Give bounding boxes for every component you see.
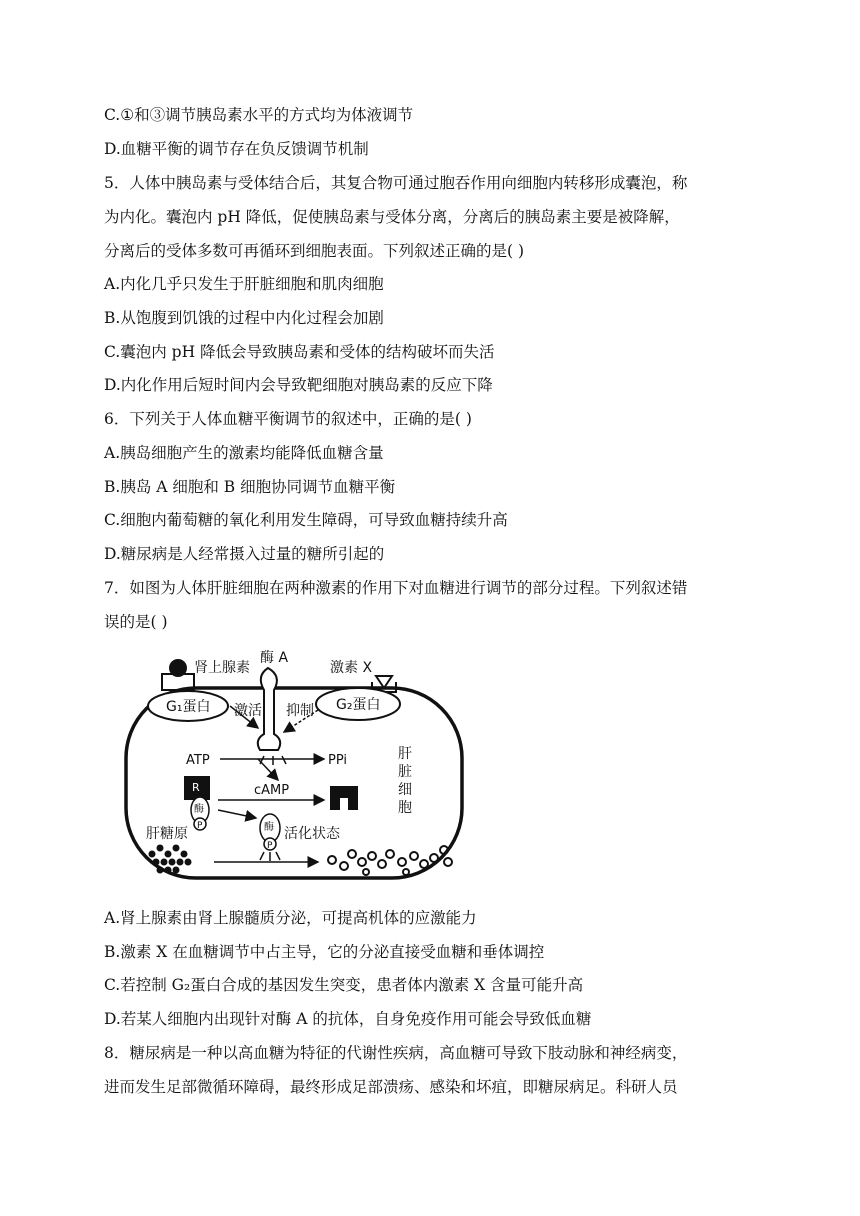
question-7-line-1: 7．如图为人体肝脏细胞在两种激素的作用下对血糖进行调节的部分过程。下列叙述错 (104, 579, 688, 597)
enzyme-a-label: 酶 A (260, 650, 289, 666)
liver-cell-label-2: 脏 (398, 764, 412, 780)
option-d-q7: D.若某人细胞内出现针对酶 A 的抗体，自身免疫作用可能会导致低血糖 (104, 1010, 592, 1028)
option-c-q4: C.①和③调节胰岛素水平的方式均为体液调节 (104, 106, 414, 124)
option-b-q7: B.激素 X 在血糖调节中占主导，它的分泌直接受血糖和垂体调控 (104, 943, 545, 961)
question-7-line-2: 误的是( ) (104, 613, 168, 631)
option-c-q7: C.若控制 G₂蛋白合成的基因发生突变，患者体内激素 X 含量可能升高 (104, 976, 584, 994)
adrenaline-label: 肾上腺素 (194, 660, 250, 676)
ppi-label: PPi (328, 753, 348, 768)
liver-cell-label-3: 细 (398, 782, 412, 798)
atp-label: ATP (186, 753, 210, 768)
option-b-q5: B.从饱腹到饥饿的过程中内化过程会加剧 (104, 309, 384, 327)
option-a-q7: A.肾上腺素由肾上腺髓质分泌，可提高机体的应激能力 (104, 909, 477, 927)
glycogen-label: 肝糖原 (146, 826, 188, 842)
glycogen-cluster (149, 845, 192, 874)
glucose-molecules (328, 846, 452, 875)
liver-cell-diagram (118, 648, 470, 884)
p-label-active: P (267, 841, 273, 851)
g2-label: G₂蛋白 (336, 697, 381, 713)
g1-label: G₁蛋白 (166, 699, 211, 715)
question-8-line-1: 8．糖尿病是一种以高血糖为特征的代谢性疾病，高血糖可导致下肢动脉和神经病变， (104, 1044, 688, 1062)
enzyme-label-active: 酶 (264, 822, 274, 833)
enzyme-label-inactive: 酶 (194, 804, 204, 815)
option-c-q6: C.细胞内葡萄糖的氧化利用发生障碍，可导致血糖持续升高 (104, 511, 508, 529)
activate-label: 激活 (234, 703, 262, 719)
option-d-q4: D.血糖平衡的调节存在负反馈调节机制 (104, 140, 369, 158)
question-5-line-3: 分离后的受体多数可再循环到细胞表面。下列叙述正确的是( ) (104, 242, 525, 260)
hormone-x-label: 激素 X (330, 660, 373, 676)
inhibit-label: 抑制 (286, 703, 314, 719)
option-b-q6: B.胰岛 A 细胞和 B 细胞协同调节血糖平衡 (104, 478, 396, 496)
r-label: R (192, 781, 200, 794)
question-5-line-2: 为内化。囊泡内 pH 降低，促使胰岛素与受体分离，分离后的胰岛素主要是被降解， (104, 208, 680, 226)
question-8-line-2: 进而发生足部微循环障碍，最终形成足部溃疡、感染和坏疽，即糖尿病足。科研人员 (104, 1078, 678, 1096)
camp-label: cAMP (254, 783, 290, 798)
active-state-label: 活化状态 (284, 826, 340, 842)
p-label-inactive: P (197, 821, 203, 831)
question-6: 6．下列关于人体血糖平衡调节的叙述中，正确的是( ) (104, 410, 472, 428)
question-5-line-1: 5．人体中胰岛素与受体结合后，其复合物可通过胞吞作用向细胞内转移形成囊泡，称 (104, 174, 688, 192)
option-a-q6: A.胰岛细胞产生的激素均能降低血糖含量 (104, 444, 384, 462)
option-a-q5: A.内化几乎只发生于肝脏细胞和肌肉细胞 (104, 275, 384, 293)
liver-cell-label-1: 肝 (398, 746, 412, 762)
option-c-q5: C.囊泡内 pH 降低会导致胰岛素和受体的结构破坏而失活 (104, 343, 495, 361)
option-d-q6: D.糖尿病是人经常摄入过量的糖所引起的 (104, 545, 385, 563)
hormone-x-receptor (376, 676, 392, 688)
option-d-q5: D.内化作用后短时间内会导致靶细胞对胰岛素的反应下降 (104, 376, 493, 394)
liver-cell-label-4: 胞 (398, 800, 412, 816)
